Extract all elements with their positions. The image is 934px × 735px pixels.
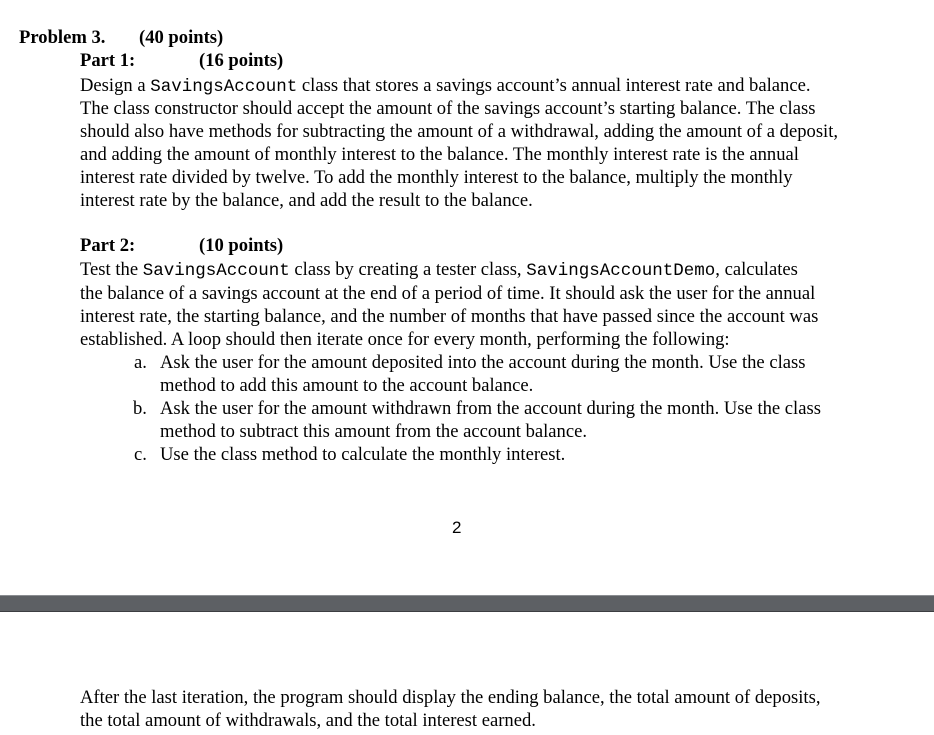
part1-line-1-start: Design a (80, 75, 151, 96)
code-savingsaccount: SavingsAccount (150, 77, 298, 97)
list-item-a-line-1: Ask the user for the amount deposited into the account during the month. Use the class (160, 352, 806, 373)
list-item-c-line-1: Use the class method to calculate the monthly interest. (160, 444, 566, 465)
problem-heading (19, 26, 224, 49)
list-item-b-line-2: method to subtract this amount from the account balance. (160, 421, 588, 442)
part2-line-1-end: , calculates (715, 259, 798, 280)
list-marker-c: c. (134, 444, 147, 465)
code-savingsaccountdemo: SavingsAccountDemo (526, 261, 716, 281)
part2-line-3: interest rate, the starting balance, and the number of months that have passed since the account was (80, 306, 819, 327)
part2-heading (80, 234, 284, 257)
part1-title: Part 1: (80, 50, 136, 71)
part2-points: (10 points) (199, 235, 284, 256)
page-number: 2 (452, 518, 462, 537)
part2-line-1-mid: class by creating a tester class, (289, 259, 527, 280)
list-marker-a: a. (134, 352, 147, 373)
part1-points: (16 points) (199, 50, 284, 71)
final-line-2: the total amount of withdrawals, and the total interest earned. (80, 710, 536, 731)
part1-line-1 (80, 74, 810, 99)
final-line-1: After the last iteration, the program should display the ending balance, the total amount of deposits, (80, 687, 821, 708)
problem-points: (40 points) (139, 27, 224, 48)
document-page-2 (0, 612, 934, 735)
list-item-a-line-2: method to add this amount to the account balance. (160, 375, 534, 396)
problem-title: Problem 3. (19, 27, 106, 48)
part2-line-1 (80, 258, 798, 283)
part2-line-2: the balance of a savings account at the end of a period of time. It should ask the user for the annual (80, 283, 816, 304)
part1-line-4: and adding the amount of monthly interest to the balance. The monthly interest rate is the annual (80, 144, 799, 165)
page-separator (0, 595, 934, 612)
list-marker-b: b. (133, 398, 147, 419)
part2-line-1-start: Test the (80, 259, 143, 280)
part1-line-3: should also have methods for subtracting the amount of a withdrawal, adding the amount of a deposit, (80, 121, 839, 142)
part2-line-4: established. A loop should then iterate once for every month, performing the following: (80, 329, 730, 350)
list-item-b-line-1: Ask the user for the amount withdrawn from the account during the month. Use the class (160, 398, 821, 419)
part1-heading (80, 49, 284, 72)
part2-title: Part 2: (80, 235, 136, 256)
part1-line-6: interest rate by the balance, and add the result to the balance. (80, 190, 533, 211)
part1-line-1-end: class that stores a savings account’s annual interest rate and balance. (297, 75, 811, 96)
part1-line-2: The class constructor should accept the amount of the savings account’s starting balance. The class (80, 98, 816, 119)
part1-line-5: interest rate divided by twelve. To add the monthly interest to the balance, multiply the monthly (80, 167, 793, 188)
code-savingsaccount-2: SavingsAccount (142, 261, 290, 281)
